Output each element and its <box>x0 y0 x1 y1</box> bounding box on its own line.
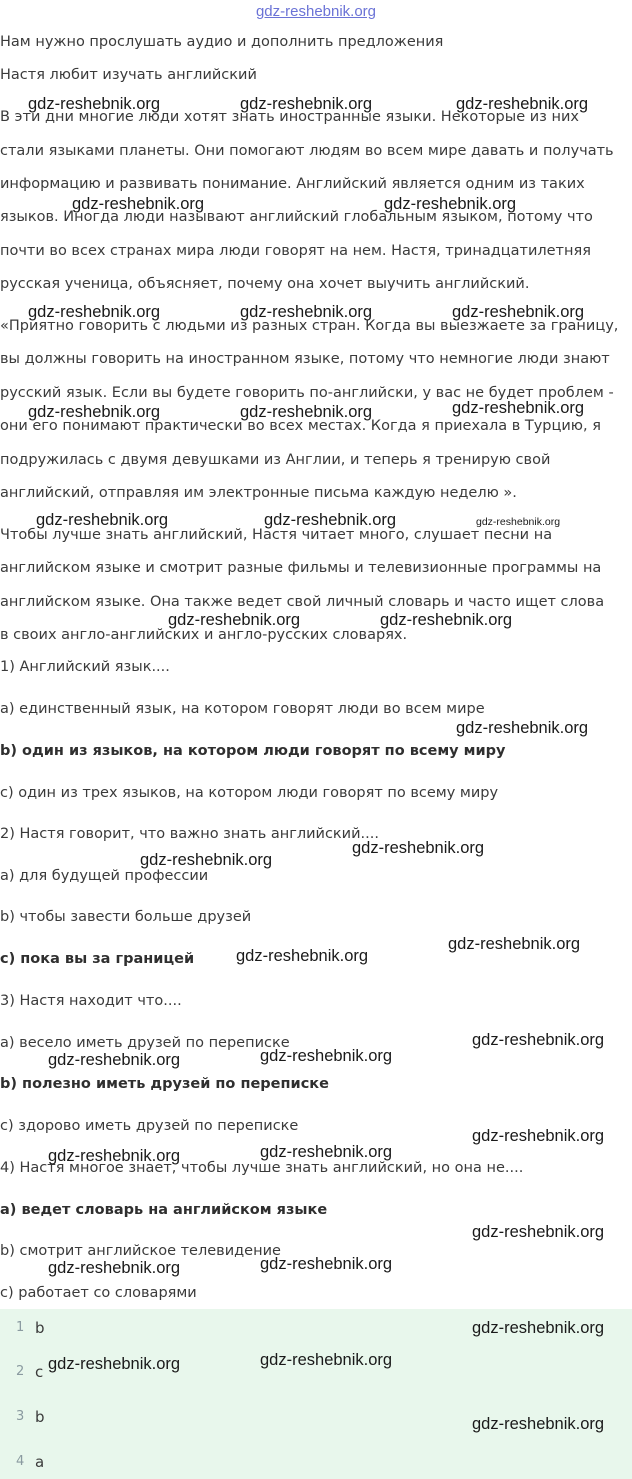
answer-value: b <box>35 1319 45 1337</box>
passage-line: языков. Иногда люди называют английский глобальным языком, потому что <box>0 209 593 225</box>
passage-line: русская ученица, объясняет, почему она хочет выучить английский. <box>0 276 530 292</box>
watermark-text: gdz-reshebnik.org <box>140 851 273 869</box>
watermark-text: gdz-reshebnik.org <box>472 1223 605 1241</box>
watermark-text: gdz-reshebnik.org <box>168 611 301 629</box>
watermark-text: gdz-reshebnik.org <box>472 1415 605 1433</box>
watermark-text: gdz-reshebnik.org <box>48 1355 181 1373</box>
passage-line: английский, отправляя им электронные письма каждую неделю ». <box>0 485 517 501</box>
passage-line: почти во всех странах мира люди говорят на нем. Настя, тринадцатилетняя <box>0 243 591 259</box>
question-2-option-a: a) для будущей профессии <box>0 868 209 884</box>
watermark-text: gdz-reshebnik.org <box>456 95 589 113</box>
passage-line: информацию и развивать понимание. Английский является одним из таких <box>0 176 585 192</box>
watermark-text: gdz-reshebnik.org <box>48 1051 181 1069</box>
watermark-text: gdz-reshebnik.org <box>384 195 517 213</box>
watermark-text: gdz-reshebnik.org <box>72 195 205 213</box>
passage-line: они его понимают практически во всех местах. Когда я приехала в Турцию, я <box>0 418 601 434</box>
watermark-text: gdz-reshebnik.org <box>472 1127 605 1145</box>
watermark-text: gdz-reshebnik.org <box>456 719 589 737</box>
watermark-text: gdz-reshebnik.org <box>240 403 373 421</box>
answer-number: 1 <box>16 1320 25 1335</box>
watermark-text: gdz-reshebnik.org <box>260 1047 393 1065</box>
answer-number: 3 <box>16 1409 25 1424</box>
passage-line: английском языке и смотрит разные фильмы и телевизионные программы на <box>0 560 602 576</box>
watermark-text: gdz-reshebnik.org <box>28 95 161 113</box>
passage-line: «Приятно говорить с людьми из разных стран. Когда вы выезжаете за границу, <box>0 318 619 334</box>
passage-line: подружилась с двумя девушками из Англии, и теперь я тренирую свой <box>0 452 551 468</box>
answer-value: a <box>35 1453 45 1471</box>
question-4-option-b: b) смотрит английское телевидение <box>0 1243 281 1259</box>
question-4-stem: 4) Настя многое знает, чтобы лучше знать английский, но она не.... <box>0 1160 524 1176</box>
passage-line: В эти дни многие люди хотят знать иностранные языки. Некоторые из них <box>0 109 579 125</box>
watermark-text: gdz-reshebnik.org <box>264 511 397 529</box>
question-2-option-b: b) чтобы завести больше друзей <box>0 909 252 925</box>
watermark-text: gdz-reshebnik.org <box>472 1031 605 1049</box>
watermark-text: gdz-reshebnik.org <box>452 399 585 417</box>
question-1-stem: 1) Английский язык.... <box>0 659 170 675</box>
question-3-option-a: a) весело иметь друзей по переписке <box>0 1035 290 1051</box>
header-watermark-link[interactable]: gdz-reshebnik.org <box>255 3 377 20</box>
question-4-option-a-correct: a) ведет словарь на английском языке <box>0 1202 328 1218</box>
question-1-option-b-correct: b) один из языков, на котором люди говорят по всему миру <box>0 743 506 759</box>
passage-line: стали языками планеты. Они помогают людям во всем мире давать и получать <box>0 143 614 159</box>
question-1-option-c: c) один из трех языков, на котором люди говорят по всему миру <box>0 785 499 801</box>
question-2-option-c-correct: c) пока вы за границей <box>0 951 195 967</box>
passage-line: Чтобы лучше знать английский, Настя читает много, слушает песни на <box>0 527 553 543</box>
watermark-text: gdz-reshebnik.org <box>452 303 585 321</box>
watermark-text: gdz-reshebnik.org <box>472 1319 605 1337</box>
question-2-stem: 2) Настя говорит, что важно знать английский.... <box>0 826 379 842</box>
question-3-stem: 3) Настя находит что.... <box>0 993 182 1009</box>
passage-line: русский язык. Если вы будете говорить по-английски, у вас не будет проблем - <box>0 385 614 401</box>
watermark-text: gdz-reshebnik.org <box>28 403 161 421</box>
watermark-text: gdz-reshebnik.org <box>260 1351 393 1369</box>
answer-value: c <box>35 1363 44 1381</box>
passage-line: вы должны говорить на иностранном языке, потому что немногие люди знают <box>0 351 610 367</box>
watermark-text: gdz-reshebnik.org <box>36 511 169 529</box>
passage-line: в своих англо-английских и англо-русских словарях. <box>0 627 408 643</box>
watermark-text: gdz-reshebnik.org <box>380 611 513 629</box>
answer-number: 2 <box>16 1364 25 1379</box>
passage-line: английском языке. Она также ведет свой личный словарь и часто ищет слова <box>0 594 605 610</box>
instruction-text: Нам нужно прослушать аудио и дополнить предложения <box>0 34 444 50</box>
watermark-text: gdz-reshebnik.org <box>448 935 581 953</box>
watermark-text: gdz-reshebnik.org <box>260 1255 393 1273</box>
watermark-text: gdz-reshebnik.org <box>240 95 373 113</box>
answer-value: b <box>35 1408 45 1426</box>
watermark-text: gdz-reshebnik.org <box>236 947 369 965</box>
watermark-text: gdz-reshebnik.org <box>260 1143 393 1161</box>
watermark-text: gdz-reshebnik.org <box>240 303 373 321</box>
watermark-text: gdz-reshebnik.org <box>352 839 485 857</box>
passage-title: Настя любит изучать английский <box>0 67 257 83</box>
watermark-text: gdz-reshebnik.org <box>28 303 161 321</box>
watermark-text: gdz-reshebnik.org <box>48 1147 181 1165</box>
watermark-text: gdz-reshebnik.org <box>476 516 561 528</box>
watermark-text: gdz-reshebnik.org <box>48 1259 181 1277</box>
question-4-option-c: c) работает со словарями <box>0 1285 197 1301</box>
question-1-option-a: a) единственный язык, на котором говорят люди во всем мире <box>0 701 485 717</box>
answer-number: 4 <box>16 1454 25 1469</box>
question-3-option-c: c) здорово иметь друзей по переписке <box>0 1118 299 1134</box>
question-3-option-b-correct: b) полезно иметь друзей по переписке <box>0 1076 329 1092</box>
